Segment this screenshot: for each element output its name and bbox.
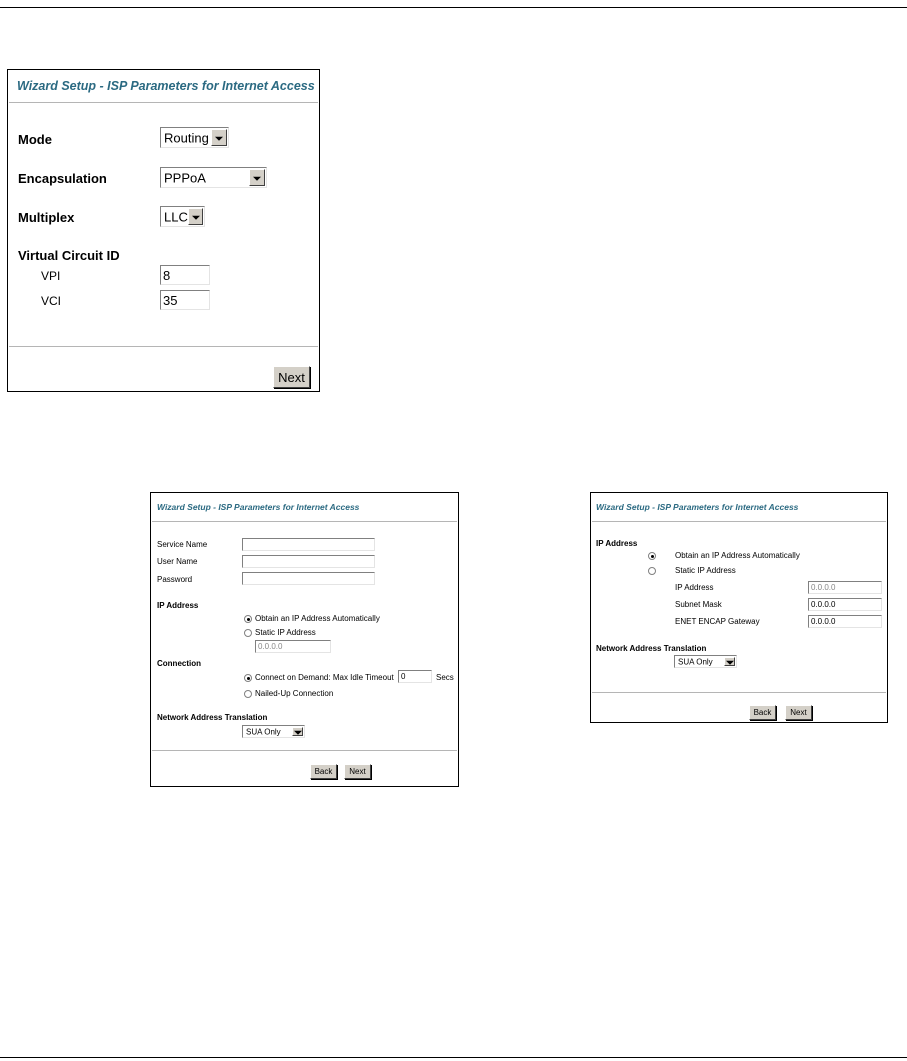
page-bottom-rule bbox=[0, 1057, 907, 1058]
title-divider bbox=[152, 521, 457, 522]
encapsulation-select-value: PPPoA bbox=[164, 170, 206, 185]
nailed-up-radio[interactable] bbox=[244, 690, 252, 698]
connect-on-demand-radio[interactable] bbox=[244, 674, 252, 682]
mode-select[interactable] bbox=[160, 127, 229, 148]
ip-address-label: IP Address bbox=[675, 583, 714, 592]
mode-select-value: Routing bbox=[164, 130, 209, 145]
chevron-down-icon[interactable] bbox=[249, 169, 265, 186]
vpi-label: VPI bbox=[41, 269, 61, 283]
wizard-panel-pppoa-settings bbox=[150, 492, 459, 787]
user-name-input[interactable] bbox=[242, 555, 375, 568]
virtual-circuit-id-label: Virtual Circuit ID bbox=[18, 248, 120, 263]
service-name-input[interactable] bbox=[242, 538, 375, 551]
ip-address-input[interactable] bbox=[808, 581, 882, 594]
user-name-label: User Name bbox=[157, 557, 198, 566]
enet-encap-gateway-label: ENET ENCAP Gateway bbox=[675, 617, 760, 626]
vpi-input[interactable] bbox=[160, 265, 210, 285]
back-button[interactable]: Back bbox=[310, 764, 337, 779]
max-idle-timeout-input[interactable] bbox=[398, 670, 432, 683]
title-divider bbox=[9, 102, 318, 103]
chevron-down-icon[interactable] bbox=[724, 657, 735, 666]
next-button[interactable]: Next bbox=[273, 366, 310, 388]
obtain-ip-auto-label: Obtain an IP Address Automatically bbox=[675, 551, 800, 560]
nat-select-value: SUA Only bbox=[246, 727, 281, 736]
password-label: Password bbox=[157, 575, 193, 584]
service-name-label: Service Name bbox=[157, 540, 208, 549]
secs-unit-label: Secs bbox=[436, 673, 454, 682]
ip-address-section-label: IP Address bbox=[157, 601, 199, 610]
nat-section-label: Network Address Translation bbox=[596, 644, 707, 653]
footer-divider bbox=[9, 346, 318, 347]
panel-title: Wizard Setup - ISP Parameters for Internet Access bbox=[157, 502, 360, 512]
vci-input[interactable] bbox=[160, 290, 210, 310]
wizard-panel-ip-settings bbox=[590, 492, 888, 723]
static-ip-label: Static IP Address bbox=[255, 628, 316, 637]
nat-section-label: Network Address Translation bbox=[157, 713, 268, 722]
footer-divider bbox=[592, 692, 886, 693]
nat-select[interactable] bbox=[242, 725, 305, 738]
multiplex-select[interactable] bbox=[160, 206, 205, 227]
static-ip-label: Static IP Address bbox=[675, 566, 736, 575]
subnet-mask-input[interactable] bbox=[808, 598, 882, 611]
static-ip-radio[interactable] bbox=[244, 629, 252, 637]
nat-select[interactable] bbox=[674, 655, 737, 668]
password-input[interactable] bbox=[242, 572, 375, 585]
footer-divider bbox=[152, 750, 457, 751]
next-button[interactable]: Next bbox=[344, 764, 371, 779]
obtain-ip-auto-label: Obtain an IP Address Automatically bbox=[255, 614, 380, 623]
subnet-mask-label: Subnet Mask bbox=[675, 600, 722, 609]
encapsulation-select[interactable] bbox=[160, 167, 267, 188]
chevron-down-icon[interactable] bbox=[292, 727, 303, 736]
nailed-up-label: Nailed-Up Connection bbox=[255, 689, 334, 698]
obtain-ip-auto-radio[interactable] bbox=[244, 615, 252, 623]
static-ip-input[interactable] bbox=[255, 640, 331, 653]
connect-on-demand-label: Connect on Demand: Max Idle Timeout bbox=[255, 673, 394, 682]
obtain-ip-auto-radio[interactable] bbox=[648, 552, 656, 560]
next-button[interactable]: Next bbox=[785, 705, 812, 720]
nat-select-value: SUA Only bbox=[678, 657, 713, 666]
chevron-down-icon[interactable] bbox=[211, 129, 227, 146]
vci-label: VCI bbox=[41, 294, 62, 308]
static-ip-radio[interactable] bbox=[648, 567, 656, 575]
mode-label: Mode bbox=[18, 132, 52, 147]
page-top-rule bbox=[0, 7, 907, 8]
title-divider bbox=[592, 521, 886, 522]
encapsulation-label: Encapsulation bbox=[18, 171, 107, 186]
ip-address-section-label: IP Address bbox=[596, 539, 638, 548]
panel-title: Wizard Setup - ISP Parameters for Internet Access bbox=[596, 502, 799, 512]
enet-encap-gateway-input[interactable] bbox=[808, 615, 882, 628]
connection-section-label: Connection bbox=[157, 659, 201, 668]
wizard-panel-encapsulation bbox=[7, 69, 320, 392]
back-button[interactable]: Back bbox=[749, 705, 776, 720]
multiplex-select-value: LLC bbox=[164, 209, 188, 224]
chevron-down-icon[interactable] bbox=[188, 208, 203, 225]
panel-title: Wizard Setup - ISP Parameters for Internet Access bbox=[17, 79, 315, 93]
multiplex-label: Multiplex bbox=[18, 210, 75, 225]
